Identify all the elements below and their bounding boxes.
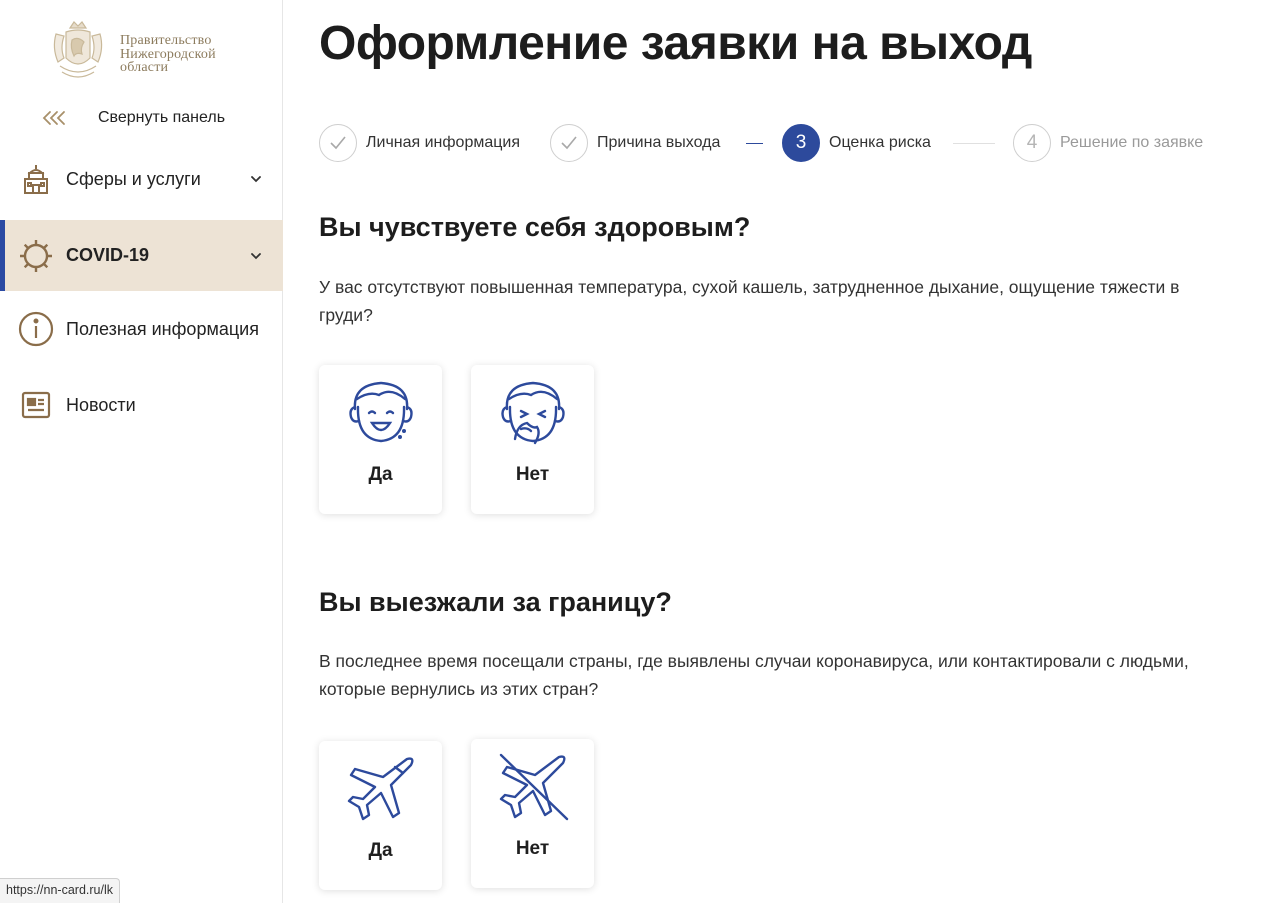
- logo-text-line-3: области: [120, 60, 169, 75]
- question-text: В последнее время посещали страны, где выявлены случаи коронавируса, или контактировали с людьми, которые вернулись из этих стран?: [319, 651, 1189, 699]
- step-1[interactable]: [319, 124, 520, 162]
- airplane-crossed-icon: [497, 751, 569, 821]
- step-label: Оценка риска: [829, 134, 931, 151]
- sidebar: [0, 0, 283, 903]
- question-title: Вы выезжали за границу?: [319, 587, 672, 617]
- collapse-panel-button[interactable]: [40, 108, 225, 128]
- sidebar-item-label: COVID-19: [66, 245, 150, 265]
- answer-label: Да: [368, 840, 393, 861]
- step-connector: [953, 143, 995, 144]
- sidebar-item-covid[interactable]: [0, 220, 283, 291]
- double-chevron-left-icon: [40, 108, 68, 128]
- step-2[interactable]: [550, 124, 720, 162]
- step-label: Личная информация: [366, 134, 521, 151]
- sidebar-item-label: Сферы и услуги: [66, 168, 201, 189]
- sidebar-item-label: Новости: [66, 394, 136, 415]
- news-icon: [18, 387, 54, 423]
- answer-no-card[interactable]: [471, 365, 594, 514]
- collapse-panel-label: Свернуть панель: [98, 109, 226, 126]
- sidebar-item-spheres[interactable]: [0, 154, 283, 204]
- answer-label: Нет: [515, 838, 550, 859]
- logo-text: [120, 34, 216, 75]
- building-icon: [18, 161, 54, 197]
- virus-icon: [18, 238, 54, 274]
- step-label: Решение по заявке: [1060, 134, 1204, 151]
- answer-no-card[interactable]: [471, 739, 594, 888]
- question-text: У вас отсутствуют повышенная температура, сухой кашель, затрудненное дыхание, ощущение тяжести в груди?: [319, 277, 1180, 325]
- check-icon: [319, 124, 357, 162]
- step-3[interactable]: [782, 124, 931, 162]
- coat-of-arms-icon: [48, 18, 108, 84]
- sick-face-icon: [497, 377, 569, 447]
- step-number: 4: [1013, 124, 1051, 162]
- answer-yes-card[interactable]: [319, 365, 442, 514]
- logo-text-line-1: Правительство: [120, 33, 212, 48]
- logo[interactable]: [48, 18, 216, 84]
- step-number: 3: [782, 124, 820, 162]
- step-connector: [746, 143, 763, 144]
- answer-label: Да: [368, 464, 393, 485]
- logo-text-line-2: Нижегородской: [120, 46, 216, 62]
- answer-label: Нет: [515, 464, 550, 485]
- chevron-down-icon: [248, 171, 264, 187]
- sidebar-item-useful-info[interactable]: [0, 304, 283, 354]
- airplane-icon: [345, 753, 417, 823]
- answer-yes-card[interactable]: [319, 741, 442, 890]
- step-4[interactable]: [1013, 124, 1203, 162]
- check-icon: [550, 124, 588, 162]
- info-icon: [18, 311, 54, 347]
- sidebar-item-label: Полезная информация: [66, 318, 259, 339]
- healthy-face-icon: [345, 377, 417, 447]
- step-label: Причина выхода: [597, 134, 721, 151]
- chevron-down-icon: [248, 248, 264, 264]
- sidebar-item-news[interactable]: [0, 380, 283, 430]
- page-title: Оформление заявки на выход: [319, 17, 1032, 70]
- question-title: Вы чувствуете себя здоровым?: [319, 212, 751, 242]
- stepper: [319, 124, 1259, 164]
- status-bar-url: https://nn-card.ru/lk: [0, 878, 120, 903]
